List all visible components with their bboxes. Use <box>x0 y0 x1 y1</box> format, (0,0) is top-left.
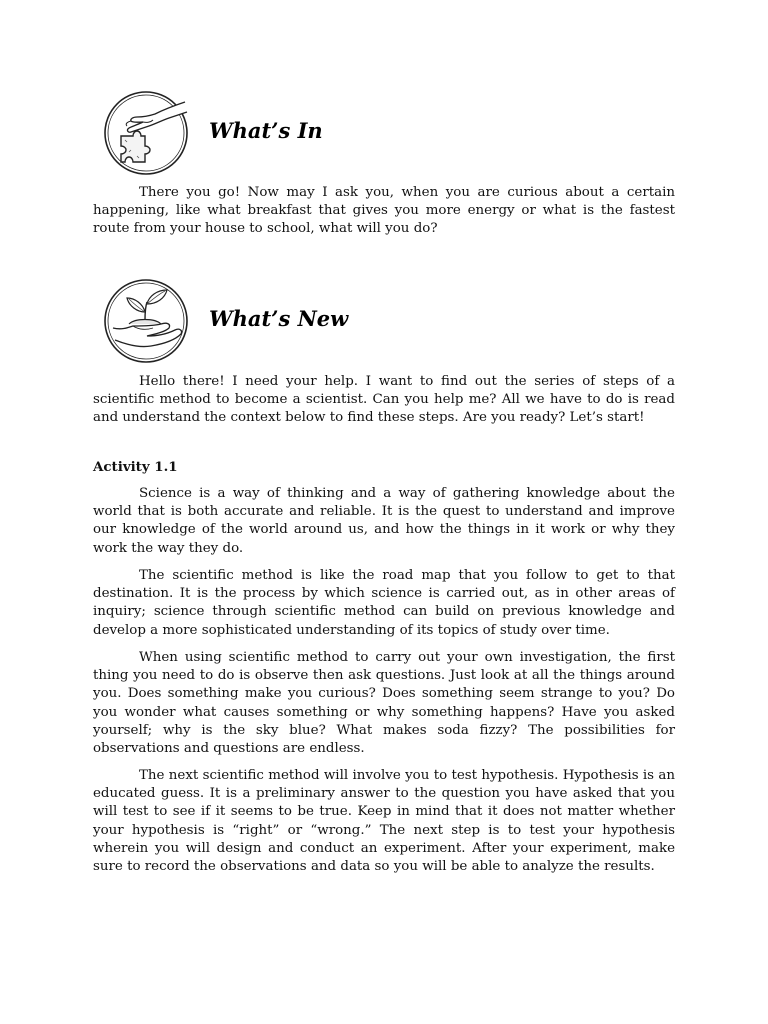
whats-in-paragraph: There you go! Now may I ask you, when you are curious about a certain happening, like what breakfast that gives you more energy or what is the fastest route from your house to school, what will you do? <box>93 185 675 237</box>
whats-new-title: What’s New <box>209 306 349 331</box>
activity-label: Activity 1.1 <box>93 459 178 475</box>
activity-paragraph-1: Science is a way of thinking and a way of gathering knowledge about the world that is both accurate and reliable. It is the quest to understand and improve our knowledge of the world around us, and how the things in it work or why they work the way they do. <box>93 486 675 556</box>
hand-puzzle-icon <box>103 90 189 176</box>
whats-in-title: What’s In <box>209 118 323 143</box>
activity-paragraph-2: The scientific method is like the road map that you follow to get to that destination. It is the process by which science is carried out, as in other areas of inquiry; science through scientific method can build on previous knowledge and develop a more sophisticated understanding of its topics of study over time. <box>93 568 675 638</box>
activity-paragraph-4: The next scientific method will involve you to test hypothesis. Hypothesis is an educated guess. It is a preliminary answer to the question you have asked that you will test to see if it seems to be true. Keep in mind that it does not matter whether your hypothesis is “right” or “wrong.” The next step is to test your hypothesis wherein you will design and conduct an experiment. After your experiment, make sure to record the observations and data so you will be able to analyze the results. <box>93 768 675 875</box>
whats-new-header <box>103 278 703 368</box>
whats-in-header <box>103 90 703 180</box>
activity-paragraph-3: When using scientific method to carry out your own investigation, the first thing you need to do is observe then ask questions. Just look at all the things around you. Does something make you curious? Does something seem strange to you? Do you wonder what causes something or why something happens? Have you asked yourself; why is the sky blue? What makes soda fizzy? The possibilities for observations and questions are endless. <box>93 650 675 757</box>
hand-plant-icon <box>103 278 189 364</box>
whats-new-paragraph: Hello there! I need your help. I want to find out the series of steps of a scientific method to become a scientist. Can you help me? All we have to do is read and understand the context below to find these steps. Are you ready? Let’s start! <box>93 374 675 426</box>
